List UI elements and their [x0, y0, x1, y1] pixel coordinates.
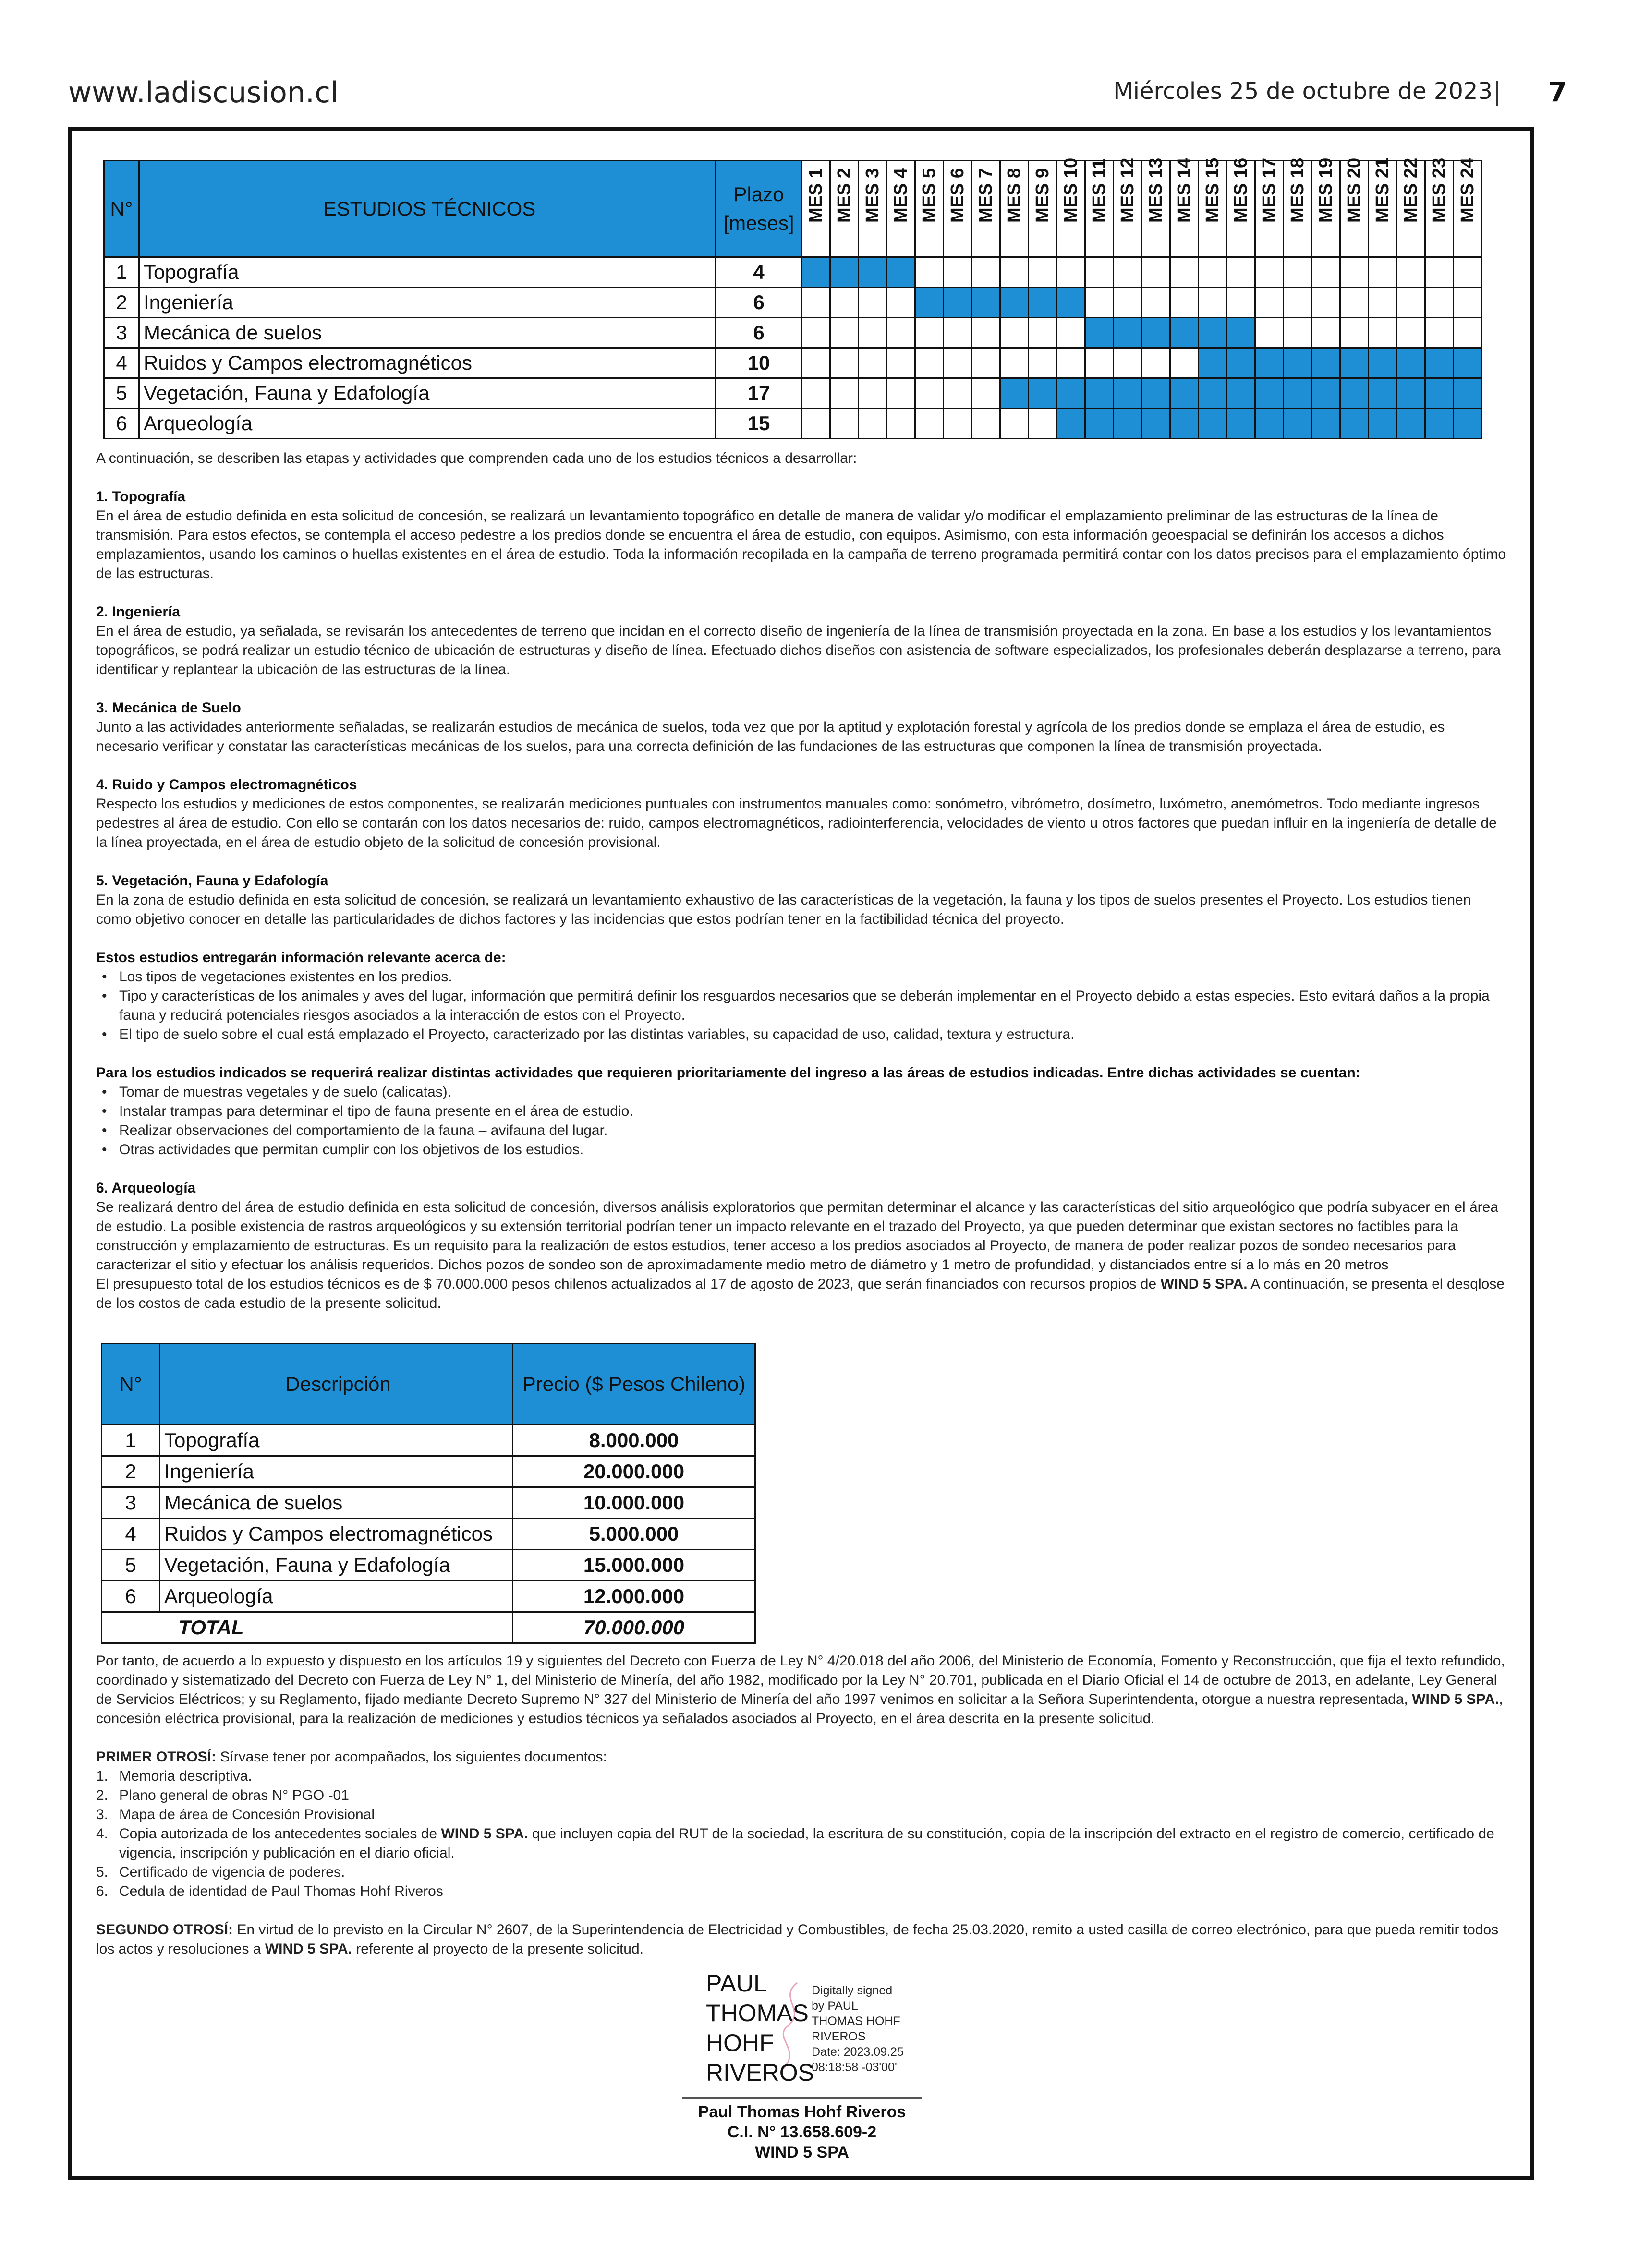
row-description: Arqueología [160, 1581, 513, 1612]
schedule-empty-cell [1085, 288, 1114, 318]
month-header: MES 17 [1255, 161, 1284, 257]
schedule-bar-cell [1114, 318, 1142, 348]
schedule-bar-cell [1227, 378, 1255, 409]
intro-paragraph: A continuación, se describen las etapas y actividades que comprenden cada uno de los estudios técnicos a desarrollar: [96, 450, 857, 466]
schedule-bar-cell [1312, 378, 1340, 409]
table-row [104, 348, 1482, 378]
schedule-empty-cell [1284, 257, 1312, 288]
table-row [102, 1487, 755, 1519]
total-label: TOTAL [102, 1612, 513, 1643]
row-description: Topografía [160, 1425, 513, 1456]
schedule-empty-cell [915, 409, 944, 439]
schedule-empty-cell [1227, 257, 1255, 288]
row-number: 3 [102, 1487, 160, 1519]
signer-id: C.I. N° 13.658.609-2 [727, 2123, 877, 2141]
row-number: 3 [104, 318, 139, 348]
signer-company: WIND 5 SPA [755, 2143, 849, 2161]
schedule-empty-cell [1397, 257, 1425, 288]
schedule-bar-cell [1142, 409, 1170, 439]
list-item: 3. Mapa de área de Concesión Provisional [96, 1807, 375, 1822]
study-duration: 6 [716, 318, 802, 348]
header-separator [1496, 81, 1498, 106]
schedule-empty-cell [972, 318, 1000, 348]
schedule-bar-cell [1000, 288, 1029, 318]
schedule-empty-cell [1397, 318, 1425, 348]
study-duration: 15 [716, 409, 802, 439]
schedule-empty-cell [1227, 288, 1255, 318]
schedule-empty-cell [1142, 288, 1170, 318]
schedule-bar-cell [1284, 409, 1312, 439]
month-header: MES 18 [1284, 161, 1312, 257]
month-header: MES 1 [802, 161, 830, 257]
schedule-empty-cell [1397, 288, 1425, 318]
schedule-empty-cell [1284, 318, 1312, 348]
plazo-label: Plazo [733, 183, 784, 205]
schedule-empty-cell [944, 409, 972, 439]
month-header: MES 24 [1454, 161, 1482, 257]
budget-paragraph [96, 1275, 1508, 1313]
list-item: • Realizar observaciones del comportamiento de la fauna – avifauna del lugar. [119, 1121, 1508, 1140]
company-name: WIND 5 SPA. [1160, 1276, 1248, 1292]
primer-otrosi-body: Sírvase tener por acompañados, los siguientes documentos: [216, 1749, 607, 1765]
row-number: 2 [102, 1456, 160, 1487]
schedule-empty-cell [972, 409, 1000, 439]
activities-list [96, 1083, 1508, 1159]
schedule-empty-cell [1369, 257, 1397, 288]
row-number: 4 [102, 1519, 160, 1550]
plazo-unit-label: [meses] [723, 212, 794, 234]
schedule-bar-cell [1114, 409, 1142, 439]
month-header: MES 10 [1057, 161, 1085, 257]
month-header: MES 12 [1114, 161, 1142, 257]
list-item: • El tipo de suelo sobre el cual está emplazado el Proyecto, caracterizado por las distintas variables, su capacidad de uso, calidad, textura y estructura. [119, 1025, 1508, 1044]
signature-line [682, 2097, 922, 2099]
list-item: • Tipo y características de los animales y aves del lugar, información que permitirá definir los resguardos necesarios que se deberán implementar en el Proyecto debido a estas especies. Esto evitará daños a la propia fauna y reducirá potenciales riesgos asociados a la interacción de estos con el Proyecto. [119, 987, 1508, 1025]
schedule-empty-cell [1029, 257, 1057, 288]
signer-full-name: Paul Thomas Hohf Riveros [698, 2103, 906, 2121]
section-mecanica-body: Junto a las actividades anteriormente señaladas, se realizarán estudios de mecánica de suelos, toda vez que por la aptitud y explotación forestal y agrícola de los predios donde se emplaza el área de estudio, es necesario verificar y constatar las características mecánicas de los suelos, para una correcta definición de las fundaciones de las estructuras que componen la línea de transmisión proyectada. [96, 719, 1445, 754]
row-price: 20.000.000 [513, 1456, 755, 1487]
list-item: 5. Certificado de vigencia de poderes. [96, 1864, 345, 1880]
schedule-empty-cell [915, 257, 944, 288]
row-description: Ingeniería [160, 1456, 513, 1487]
schedule-empty-cell [887, 318, 915, 348]
schedule-bar-cell [1312, 348, 1340, 378]
row-number: 5 [104, 378, 139, 409]
schedule-bar-cell [1454, 378, 1482, 409]
schedule-empty-cell [1369, 288, 1397, 318]
schedule-empty-cell [1369, 318, 1397, 348]
schedule-empty-cell [1000, 318, 1029, 348]
schedule-empty-cell [1312, 288, 1340, 318]
section-arqueologia-body: Se realizará dentro del área de estudio definida en esta solicitud de concesión, diversos análisis exploratorios que permitan determinar el alcance y las características del sitio arqueológico que podría subyacer en el área de estudio. La posible existencia de rastros arqueológicos y su extensión territorial podrían tener un impacto relevante en el trazado del Proyecto, ya que pueden determinar que existan sectores no factibles para la construcción y emplazamiento de estructuras. Es un requisito para la realización de estos estudios, tener acceso a los predios asociados al Proyecto, de manera de poder realizar pozos de sondeo necesarios para caracterizar el sitio y efectuar los análisis requeridos. Dichos pozos de sondeo son de aproximadamente medio metro de diámetro y 1 metro de profundidad, y distanciados entre sí a lo más en 20 metros [96, 1199, 1499, 1273]
study-name: Ingeniería [139, 288, 716, 318]
col-plazo-header [716, 161, 802, 257]
schedule-empty-cell [1142, 257, 1170, 288]
schedule-empty-cell [1312, 318, 1340, 348]
study-name: Ruidos y Campos electromagnéticos [139, 348, 716, 378]
schedule-bar-cell [1199, 318, 1227, 348]
list-item: 6. Cedula de identidad de Paul Thomas Hohf Riveros [96, 1883, 443, 1899]
schedule-empty-cell [830, 348, 859, 378]
row-price: 5.000.000 [513, 1519, 755, 1550]
section-mecanica-title: 3. Mecánica de Suelo [96, 700, 241, 716]
table-row [102, 1456, 755, 1487]
schedule-bar-cell [1397, 378, 1425, 409]
schedule-empty-cell [802, 378, 830, 409]
row-number: 4 [104, 348, 139, 378]
schedule-empty-cell [1170, 257, 1199, 288]
schedule-bar-cell [1340, 409, 1369, 439]
month-header: MES 11 [1085, 161, 1114, 257]
study-name: Mecánica de suelos [139, 318, 716, 348]
list-item: 4. Copia autorizada de los antecedentes sociales de WIND 5 SPA. que incluyen copia del RUT de la sociedad, la escritura de su constitución, copia de la inscripción del extracto en el registro de comercio, certificado de vigencia, inscripción y publicación en el diario oficial. [96, 1826, 1494, 1861]
schedule-bar-cell [1425, 378, 1454, 409]
schedule-empty-cell [859, 348, 887, 378]
cost-header-row [102, 1344, 755, 1425]
cost-table [101, 1343, 756, 1644]
schedule-empty-cell [1340, 318, 1369, 348]
schedule-bar-cell [1227, 409, 1255, 439]
schedule-empty-cell [1454, 257, 1482, 288]
issue-date: Miércoles 25 de octubre de 2023 [1113, 78, 1493, 105]
schedule-empty-cell [887, 378, 915, 409]
signer-name-line: THOMAS [706, 2000, 809, 2027]
schedule-bar-cell [1227, 348, 1255, 378]
schedule-bar-cell [1369, 348, 1397, 378]
schedule-empty-cell [1425, 288, 1454, 318]
section-ingenieria-body: En el área de estudio, ya señalada, se revisarán los antecedentes de terreno que incidan en el correcto diseño de ingeniería de la línea de transmisión proyectada en la zona. En base a los estudios y los levantamientos topográficos, se podrá realizar un estudio técnico de ubicación de estructuras y diseño de línea. Efectuado dichos diseños con asistencia de software especializados, los profesionales deberán desplazarse a terreno, para identificar y replantear la ubicación de las estructuras de la línea. [96, 623, 1501, 677]
month-header: MES 6 [944, 161, 972, 257]
section-arqueologia-title: 6. Arqueología [96, 1180, 196, 1196]
row-number: 1 [104, 257, 139, 288]
schedule-bar-cell [1255, 378, 1284, 409]
schedule-empty-cell [944, 348, 972, 378]
signer-name-line: RIVEROS [706, 2059, 814, 2086]
month-header: MES 23 [1425, 161, 1454, 257]
month-header: MES 22 [1397, 161, 1425, 257]
closing-text [96, 1652, 1508, 1959]
schedule-bar-cell [1340, 378, 1369, 409]
study-name: Vegetación, Fauna y Edafología [139, 378, 716, 409]
cost-col-price: Precio ($ Pesos Chileno) [513, 1344, 755, 1425]
company-name: WIND 5 SPA. [1412, 1691, 1499, 1707]
schedule-bar-cell [1255, 348, 1284, 378]
schedule-bar-cell [915, 288, 944, 318]
schedule-empty-cell [830, 288, 859, 318]
activities-list-title: Para los estudios indicados se requerirá realizar distintas actividades que requieren prioritariamente del ingreso a las áreas de estudios indicadas. Entre dichas actividades se cuentan: [96, 1065, 1360, 1081]
schedule-bar-cell [1057, 288, 1085, 318]
schedule-empty-cell [859, 318, 887, 348]
schedule-bar-cell [802, 257, 830, 288]
schedule-empty-cell [1142, 348, 1170, 378]
digital-signature-note: Digitally signed by PAUL THOMAS HOHF RIVEROS Date: 2023.09.25 08:18:58 -03'00' [812, 1984, 904, 2074]
list-item: • Instalar trampas para determinar el tipo de fauna presente en el área de estudio. [119, 1102, 1508, 1121]
schedule-bar-cell [1085, 378, 1114, 409]
month-header: MES 15 [1199, 161, 1227, 257]
schedule-bar-cell [830, 257, 859, 288]
study-duration: 4 [716, 257, 802, 288]
schedule-empty-cell [1057, 318, 1085, 348]
total-value: 70.000.000 [513, 1612, 755, 1643]
schedule-empty-cell [887, 409, 915, 439]
budget-text-a: El presupuesto total de los estudios técnicos es de $ 70.000.000 pesos chilenos actualizados al 17 de agosto de 2023, que serán financiados con recursos propios de [96, 1276, 1161, 1292]
schedule-empty-cell [1057, 257, 1085, 288]
schedule-empty-cell [1114, 348, 1142, 378]
signer-details [653, 2102, 951, 2162]
study-duration: 10 [716, 348, 802, 378]
schedule-empty-cell [1170, 288, 1199, 318]
table-row [104, 409, 1482, 439]
section-ruido-body: Respecto los estudios y mediciones de estos componentes, se realizarán mediciones puntuales con instrumentos manuales como: sonómetro, vibrómetro, dosímetro, luxómetro, anemómetros. Todo mediante ingresos pedestres al área de estudio. Con ello se contarán con los datos necesarios de: ruido, campos electromagnéticos, radiointerferencia, velocidades de viento u otros factores que puedan influir en la ingeniería de detalle de la línea proyectada, en el área de estudio objeto de la solicitud de concesión provisional. [96, 796, 1497, 850]
schedule-bar-cell [1199, 409, 1227, 439]
schedule-empty-cell [972, 378, 1000, 409]
schedule-bar-cell [1114, 378, 1142, 409]
total-row [102, 1612, 755, 1643]
schedule-empty-cell [887, 348, 915, 378]
month-header: MES 8 [1000, 161, 1029, 257]
schedule-empty-cell [802, 318, 830, 348]
schedule-empty-cell [1454, 288, 1482, 318]
table-row [104, 288, 1482, 318]
row-price: 15.000.000 [513, 1550, 755, 1581]
schedule-empty-cell [1284, 288, 1312, 318]
schedule-empty-cell [1029, 409, 1057, 439]
month-header: MES 16 [1227, 161, 1255, 257]
schedule-bar-cell [1142, 378, 1170, 409]
schedule-bar-cell [1029, 288, 1057, 318]
legal-text-c: , concesión eléctrica provisional, para la realización de mediciones y estudios técnicos ya señalados asociados al Proyecto, en el área descrita en la presente solicitud. [96, 1691, 1503, 1726]
schedule-empty-cell [1057, 348, 1085, 378]
primer-otrosi-title: PRIMER OTROSÍ: [96, 1749, 217, 1765]
schedule-empty-cell [1340, 257, 1369, 288]
list-item: • Otras actividades que permitan cumplir con los objetivos de los estudios. [119, 1140, 1508, 1159]
page-number: 7 [1548, 77, 1567, 108]
schedule-bar-cell [1199, 378, 1227, 409]
schedule-empty-cell [1085, 348, 1114, 378]
row-description: Ruidos y Campos electromagnéticos [160, 1519, 513, 1550]
schedule-bar-cell [1255, 409, 1284, 439]
schedule-empty-cell [944, 257, 972, 288]
study-name: Arqueología [139, 409, 716, 439]
legal-text-a: Por tanto, de acuerdo a lo expuesto y dispuesto en los artículos 19 y siguientes del Decreto con Fuerza de Ley N° 4/20.018 del año 2006, del Ministerio de Economía, Fomento y Reconstrucción, que fija el texto refundido, coordinado y sistematizado del Decreto con Fuerza de Ley N° 1, del Ministerio de Minería, del año 1982, modificado por la Ley N° 20.701, publicada en el Diario Oficial el 14 de octubre de 2013, en adelante, Ley General de Servicios Eléctricos; y su Reglamento, fijado mediante Decreto Supremo N° 327 del Ministerio de Minería del año 1997 venimos en solicitar a la Señora Superintendenta, otorgue a nuestra representada, [96, 1653, 1505, 1707]
table-row [104, 378, 1482, 409]
month-header: MES 4 [887, 161, 915, 257]
signer-name-line: PAUL [706, 1970, 767, 1997]
month-header: MES 3 [859, 161, 887, 257]
schedule-bar-cell [1057, 409, 1085, 439]
schedule-empty-cell [1312, 257, 1340, 288]
schedule-bar-cell [1199, 348, 1227, 378]
schedule-empty-cell [802, 409, 830, 439]
schedule-header-row [104, 161, 1482, 257]
studies-schedule-table [103, 157, 1482, 439]
month-header: MES 19 [1312, 161, 1340, 257]
schedule-empty-cell [1000, 409, 1029, 439]
row-price: 12.000.000 [513, 1581, 755, 1612]
schedule-bar-cell [1340, 348, 1369, 378]
row-description: Vegetación, Fauna y Edafología [160, 1550, 513, 1581]
study-duration: 17 [716, 378, 802, 409]
schedule-empty-cell [944, 378, 972, 409]
row-price: 8.000.000 [513, 1425, 755, 1456]
schedule-empty-cell [1170, 348, 1199, 378]
schedule-empty-cell [915, 318, 944, 348]
schedule-bar-cell [1085, 409, 1114, 439]
primer-otrosi [96, 1748, 1508, 1767]
documents-list [96, 1767, 1508, 1901]
schedule-empty-cell [1000, 257, 1029, 288]
schedule-empty-cell [859, 288, 887, 318]
list-item: • Tomar de muestras vegetales y de suelo (calicatas). [119, 1083, 1508, 1102]
schedule-empty-cell [830, 378, 859, 409]
section-vegetacion-body: En la zona de estudio definida en esta solicitud de concesión, se realizará un levantamiento exhaustivo de las características de la vegetación, la fauna y los tipos de suelos presentes el Proyecto. Los estudios tienen como objetivo conocer en detalle las particularidades de dichos factores y las incidencias que estos podrían tener en la factibilidad técnica del proyecto. [96, 892, 1471, 927]
schedule-bar-cell [859, 257, 887, 288]
section-ruido-title: 4. Ruido y Campos electromagnéticos [96, 777, 357, 793]
schedule-bar-cell [1029, 378, 1057, 409]
table-row [102, 1519, 755, 1550]
row-number: 2 [104, 288, 139, 318]
col-number-header: N° [104, 161, 139, 257]
schedule-empty-cell [944, 318, 972, 348]
section-topografia-title: 1. Topografía [96, 489, 186, 505]
month-header: MES 9 [1029, 161, 1057, 257]
schedule-empty-cell [887, 288, 915, 318]
table-row [104, 257, 1482, 288]
schedule-empty-cell [802, 348, 830, 378]
study-duration: 6 [716, 288, 802, 318]
month-header: MES 7 [972, 161, 1000, 257]
schedule-bar-cell [1057, 378, 1085, 409]
schedule-empty-cell [1114, 257, 1142, 288]
schedule-empty-cell [859, 378, 887, 409]
info-list-title: Estos estudios entregarán información relevante acerca de: [96, 950, 506, 965]
schedule-bar-cell [1425, 409, 1454, 439]
schedule-empty-cell [1255, 318, 1284, 348]
schedule-bar-cell [1454, 348, 1482, 378]
signer-name-line: HOHF [706, 2029, 774, 2056]
schedule-empty-cell [1255, 288, 1284, 318]
schedule-empty-cell [1085, 257, 1114, 288]
schedule-empty-cell [1199, 257, 1227, 288]
studies-description [96, 449, 1508, 1313]
schedule-empty-cell [1454, 318, 1482, 348]
schedule-empty-cell [972, 257, 1000, 288]
section-topografia-body: En el área de estudio definida en esta solicitud de concesión, se realizará un levantamiento topográfico en detalle de manera de validar y/o modificar el emplazamiento preliminar de las estructuras de la línea de transmisión. Para estos efectos, se contempla el acceso pedestre a los predios donde se encuentra el área de estudio, con equipos. Asimismo, con esta información geoespacial se definirán los accesos a dichos emplazamientos, usando los caminos o huellas existentes en el área de estudio. Toda la información recopilada en la campaña de terreno programada permitirá contar con los datos precisos para el emplazamiento óptimo de las estructuras. [96, 508, 1506, 581]
schedule-bar-cell [944, 288, 972, 318]
table-row [102, 1581, 755, 1612]
section-vegetacion-title: 5. Vegetación, Fauna y Edafología [96, 873, 328, 889]
row-number: 5 [102, 1550, 160, 1581]
schedule-empty-cell [1340, 288, 1369, 318]
schedule-empty-cell [830, 318, 859, 348]
month-header: MES 20 [1340, 161, 1369, 257]
row-number: 6 [104, 409, 139, 439]
schedule-bar-cell [1170, 318, 1199, 348]
signature-block [706, 1968, 814, 2087]
info-list [96, 967, 1508, 1044]
schedule-bar-cell [1085, 318, 1114, 348]
list-item: 1. Memoria descriptiva. [96, 1768, 252, 1784]
schedule-bar-cell [1170, 378, 1199, 409]
schedule-bar-cell [1397, 348, 1425, 378]
schedule-empty-cell [1199, 288, 1227, 318]
schedule-empty-cell [1029, 318, 1057, 348]
schedule-empty-cell [1425, 257, 1454, 288]
schedule-bar-cell [1397, 409, 1425, 439]
schedule-bar-cell [1369, 378, 1397, 409]
schedule-empty-cell [915, 378, 944, 409]
table-row [104, 318, 1482, 348]
schedule-empty-cell [802, 288, 830, 318]
schedule-empty-cell [830, 409, 859, 439]
schedule-bar-cell [887, 257, 915, 288]
schedule-bar-cell [1142, 318, 1170, 348]
row-description: Mecánica de suelos [160, 1487, 513, 1519]
schedule-empty-cell [1114, 288, 1142, 318]
site-url: www.ladiscusion.cl [68, 76, 339, 109]
company-name: WIND 5 SPA. [265, 1941, 352, 1957]
schedule-bar-cell [972, 288, 1000, 318]
section-ingenieria-title: 2. Ingeniería [96, 604, 181, 620]
list-item: 2. Plano general de obras N° PGO -01 [96, 1787, 349, 1803]
month-header: MES 2 [830, 161, 859, 257]
schedule-empty-cell [859, 409, 887, 439]
schedule-bar-cell [1284, 348, 1312, 378]
row-number: 1 [102, 1425, 160, 1456]
schedule-bar-cell [1284, 378, 1312, 409]
month-header: MES 13 [1142, 161, 1170, 257]
schedule-empty-cell [1029, 348, 1057, 378]
schedule-empty-cell [915, 348, 944, 378]
schedule-bar-cell [1000, 378, 1029, 409]
cost-col-description: Descripción [160, 1344, 513, 1425]
schedule-empty-cell [1000, 348, 1029, 378]
segundo-otrosi-title: SEGUNDO OTROSÍ: [96, 1922, 233, 1938]
schedule-bar-cell [1425, 348, 1454, 378]
table-row [102, 1425, 755, 1456]
schedule-bar-cell [1312, 409, 1340, 439]
month-header: MES 21 [1369, 161, 1397, 257]
month-header: MES 5 [915, 161, 944, 257]
study-name: Topografía [139, 257, 716, 288]
schedule-bar-cell [1454, 409, 1482, 439]
list-item: • Los tipos de vegetaciones existentes en los predios. [119, 967, 1508, 987]
row-price: 10.000.000 [513, 1487, 755, 1519]
col-studies-header: ESTUDIOS TÉCNICOS [139, 161, 716, 257]
schedule-empty-cell [972, 348, 1000, 378]
table-row [102, 1550, 755, 1581]
month-header: MES 14 [1170, 161, 1199, 257]
schedule-bar-cell [1170, 409, 1199, 439]
row-number: 6 [102, 1581, 160, 1612]
legal-paragraph [96, 1652, 1508, 1728]
cost-col-number: N° [102, 1344, 160, 1425]
schedule-empty-cell [1425, 318, 1454, 348]
schedule-bar-cell [1227, 318, 1255, 348]
segundo-otrosi: SEGUNDO OTROSÍ: En virtud de lo previsto en la Circular N° 2607, de la Superintendencia de Electricidad y Combustibles, de fecha 25.03.2020, remito a usted casilla de correo electrónico, para que pueda remitir todos los actos y resoluciones a WIND 5 SPA. referente al proyecto de la presente solicitud. [96, 1922, 1499, 1957]
budget-text-c: A continuación, se presenta el desqlose de los costos de cada estudio de la presente solicitud. [96, 1276, 1505, 1311]
schedule-empty-cell [1255, 257, 1284, 288]
schedule-bar-cell [1369, 409, 1397, 439]
